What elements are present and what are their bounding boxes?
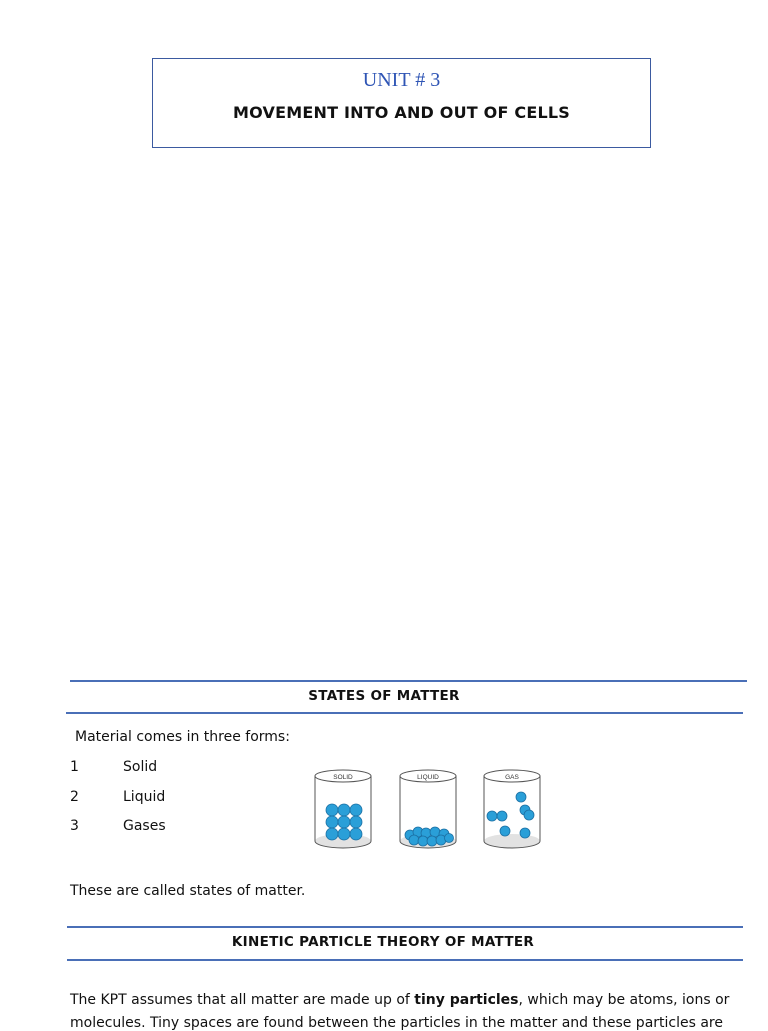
states-of-matter-figure [304,764,550,864]
unit-subtitle: MOVEMENT INTO AND OUT OF CELLS [233,103,570,122]
kpt-bold-term: tiny particles [414,992,519,1008]
list-label: Solid [123,759,158,775]
gas-jar [484,770,540,848]
bottom-rule [67,959,743,961]
top-rule [70,680,747,682]
list-number: 2 [70,789,79,805]
gas-particles [487,792,534,838]
kpt-paragraph-line-2: molecules. Tiny spaces are found between the particles in the matter and these particles are [70,1015,723,1031]
kpt-text-part: , which may be atoms, ions or [518,992,730,1008]
list-label: Liquid [123,789,166,805]
liquid-jar [400,770,456,848]
section-heading-states: STATES OF MATTER [308,688,460,704]
jar-label-solid: SOLID [333,774,353,781]
list-number: 1 [70,759,79,775]
bottom-rule [66,712,743,714]
jar-label-liquid: LIQUID [417,774,439,781]
solid-particles [326,804,362,840]
kpt-paragraph-line-1 [70,992,729,1008]
closing-text: These are called states of matter. [70,883,306,899]
unit-number: UNIT # 3 [362,69,441,91]
jar-label-gas: GAS [505,774,519,781]
list-number: 3 [70,818,79,834]
intro-text: Material comes in three forms: [75,729,290,745]
unit-title-box [152,58,651,148]
list-label: Gases [123,818,166,834]
top-rule [67,926,743,928]
section-heading-kpt: KINETIC PARTICLE THEORY OF MATTER [231,934,535,950]
kpt-text-part: The KPT assumes that all matter are made up of [70,992,415,1008]
solid-jar [315,770,371,848]
